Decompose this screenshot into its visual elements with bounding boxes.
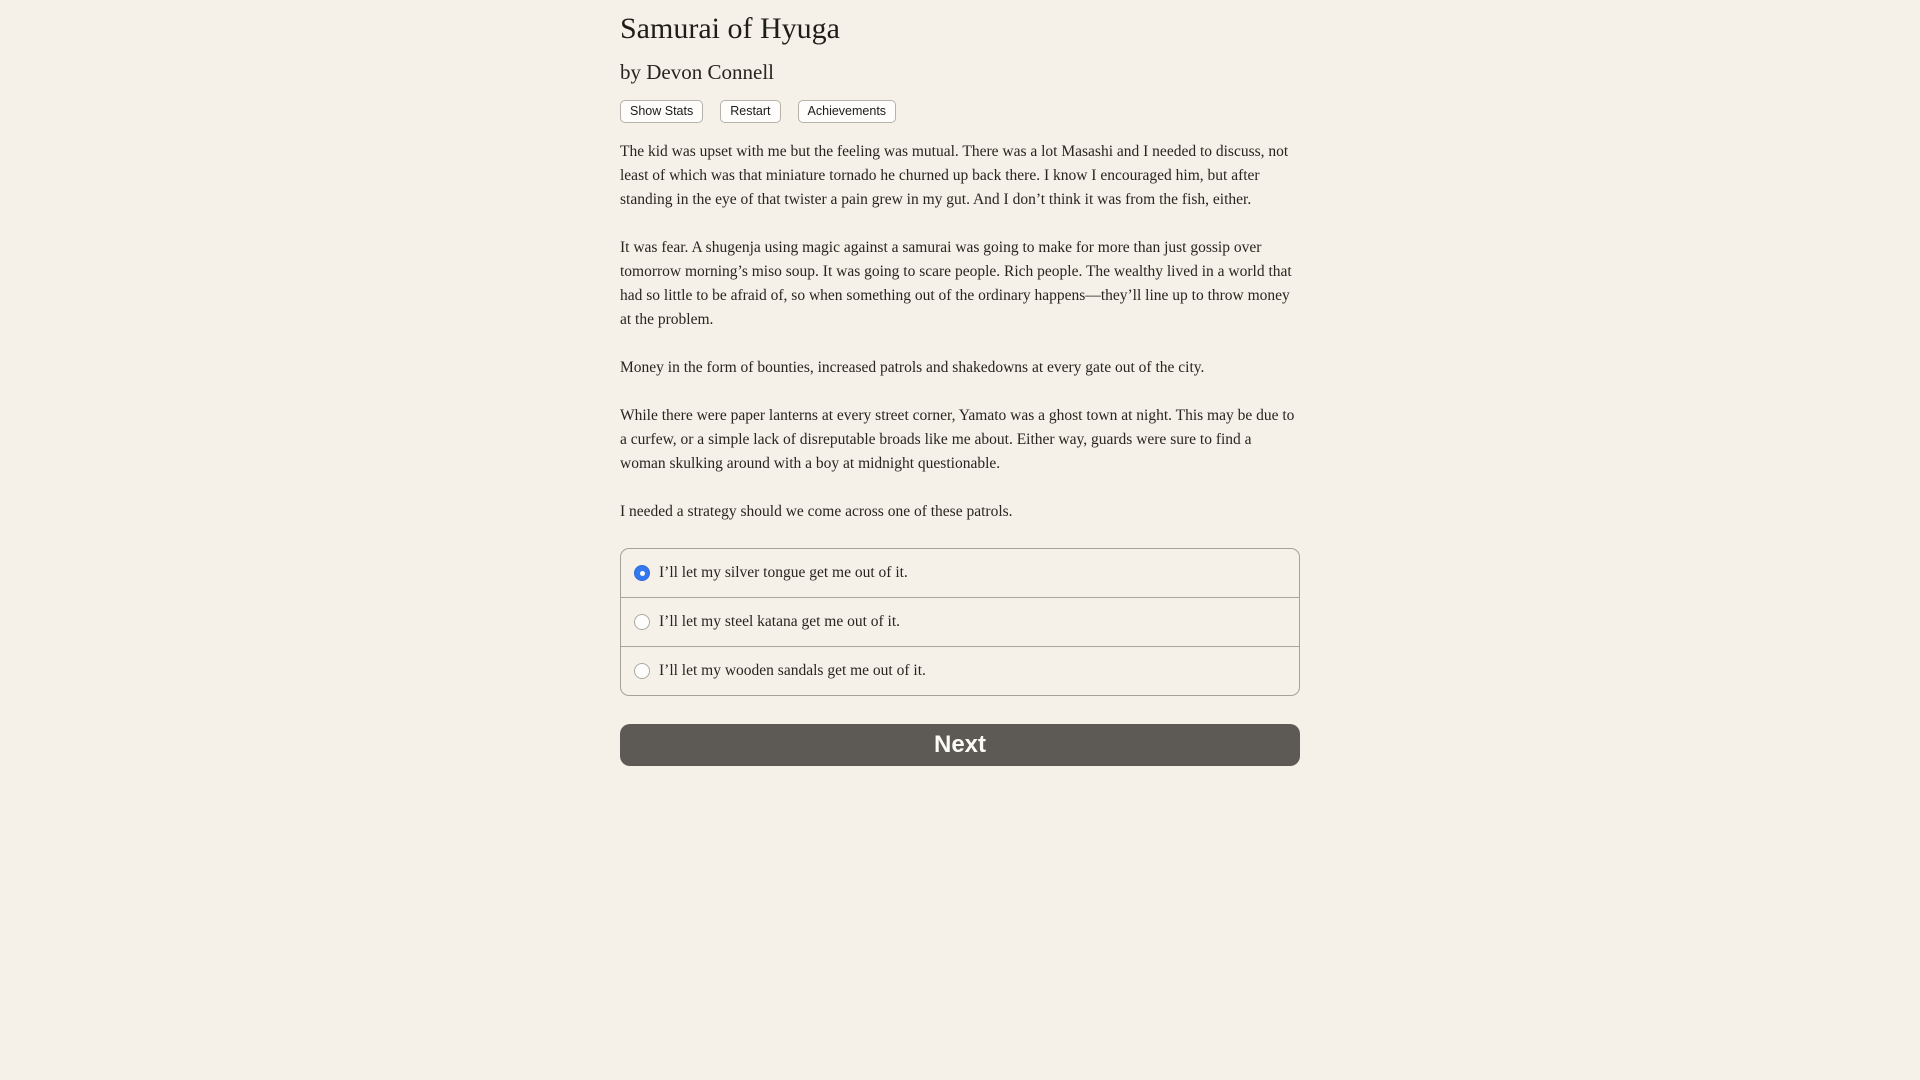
choice-option-label: I’ll let my steel katana get me out of it.: [659, 613, 901, 630]
radio-button-icon[interactable]: [634, 614, 650, 630]
story-text: [620, 140, 1300, 524]
restart-button[interactable]: Restart: [720, 100, 780, 123]
achievements-button[interactable]: Achievements: [798, 100, 897, 123]
menu-bar: [620, 100, 1300, 123]
radio-button-icon[interactable]: [634, 663, 650, 679]
story-paragraph: I needed a strategy should we come across one of these patrols.: [620, 503, 1013, 520]
choice-group: [620, 548, 1300, 696]
choice-option-label: I’ll let my silver tongue get me out of it.: [659, 564, 908, 581]
radio-button-icon[interactable]: [634, 565, 650, 581]
choice-option-wooden-sandals[interactable]: [621, 646, 1299, 695]
story-paragraph: Money in the form of bounties, increased patrols and shakedowns at every gate out of the city.: [620, 359, 1205, 376]
game-content: [620, 0, 1300, 766]
story-paragraph: While there were paper lanterns at every street corner, Yamato was a ghost town at night. This may be due to a curfew, or a simple lack of disreputable broads like me about. Either way, guards were sure to find a woman skulking around with a boy at midnight questionable.: [620, 407, 1295, 472]
story-paragraph: The kid was upset with me but the feeling was mutual. There was a lot Masashi and I needed to discuss, not least of which was that miniature tornado he churned up back there. I know I encouraged him, but after standing in the eye of that twister a pain grew in my gut. And I don’t think it was from the fish, either.: [620, 143, 1289, 208]
choice-option-label: I’ll let my wooden sandals get me out of it.: [659, 662, 926, 679]
radio-dot-icon: [640, 571, 645, 576]
choice-option-steel-katana[interactable]: [621, 597, 1299, 646]
choice-option-silver-tongue[interactable]: [621, 549, 1299, 597]
show-stats-button[interactable]: Show Stats: [620, 100, 703, 123]
story-paragraph: It was fear. A shugenja using magic against a samurai was going to make for more than just gossip over tomorrow morning’s miso soup. It was going to scare people. Rich people. The wealthy lived in a world that had so little to be afraid of, so when something out of the ordinary happens—they’ll line up to throw money at the problem.: [620, 239, 1292, 328]
author-byline: by Devon Connell: [620, 60, 774, 84]
next-button[interactable]: Next: [620, 724, 1300, 766]
page-title: Samurai of Hyuga: [620, 12, 840, 45]
